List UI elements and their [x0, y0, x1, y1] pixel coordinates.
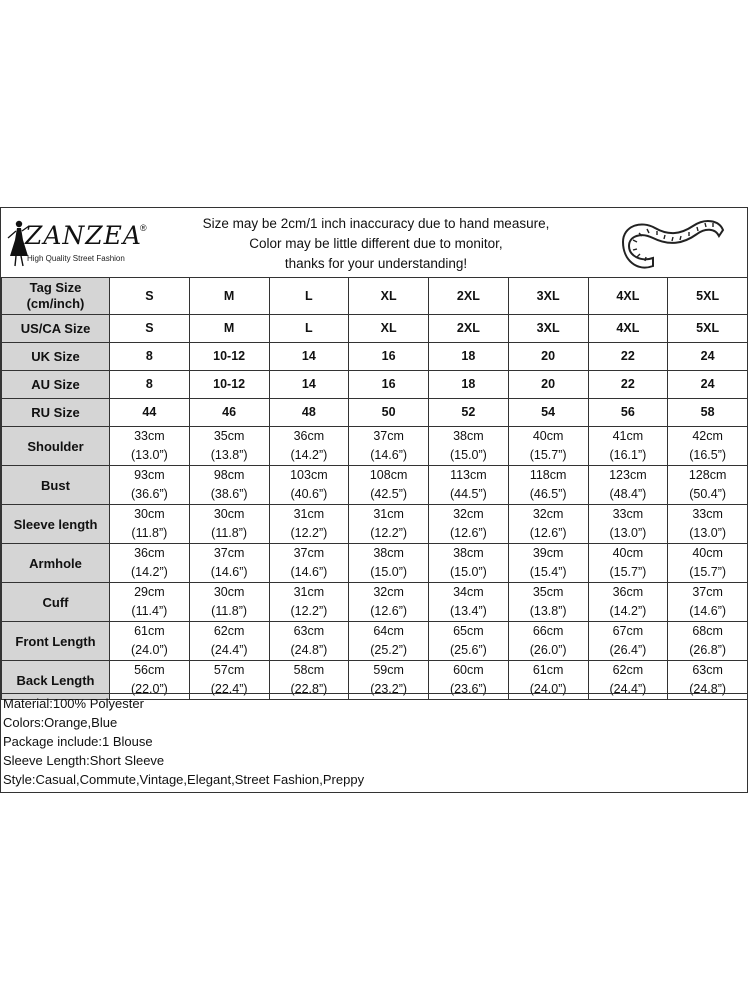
inch-value: (26.0”)	[529, 643, 567, 657]
cm-value: 30cm	[213, 507, 245, 521]
size-cell: 56	[588, 399, 668, 427]
inch-value: (22.8”)	[290, 682, 328, 696]
cm-value: 34cm	[453, 585, 484, 599]
size-cell: 58	[668, 399, 748, 427]
measure-cell	[508, 427, 588, 466]
size-cell: 4XL	[588, 315, 668, 343]
size-cell: 24	[668, 343, 748, 371]
size-cell: 14	[269, 343, 349, 371]
size-cell: S	[110, 278, 190, 315]
row-label: RU Size	[2, 399, 110, 427]
size-cell: 20	[508, 343, 588, 371]
spec-material: Material:100% Polyester	[3, 696, 144, 711]
size-cell: 5XL	[668, 315, 748, 343]
measure-cell	[668, 622, 748, 661]
inch-value: (26.4”)	[609, 643, 647, 657]
row-label-line: Tag Size	[29, 280, 82, 295]
cm-value: 37cm	[692, 585, 723, 599]
cm-value: 128cm	[688, 468, 727, 482]
size-cell: 14	[269, 371, 349, 399]
row-label: Sleeve length	[2, 505, 110, 544]
measure-cell	[349, 583, 429, 622]
measure-cell	[189, 622, 269, 661]
inch-value: (15.7”)	[529, 448, 567, 462]
cm-value: 57cm	[213, 663, 245, 677]
inch-value: (24.8”)	[689, 682, 727, 696]
cm-value: 62cm	[213, 624, 245, 638]
inch-value: (15.7”)	[689, 565, 727, 579]
cm-value: 38cm	[453, 546, 484, 560]
cm-value: 32cm	[532, 507, 564, 521]
measure-cell	[349, 544, 429, 583]
brand-logo	[3, 214, 153, 274]
measure-cell	[668, 583, 748, 622]
size-cell: 10-12	[189, 343, 269, 371]
measure-cell	[189, 544, 269, 583]
inch-value: (36.6”)	[130, 487, 168, 501]
inch-value: (44.5”)	[449, 487, 487, 501]
measure-cell	[508, 466, 588, 505]
spec-colors: Colors:Orange,Blue	[3, 715, 118, 730]
table-row-bust	[2, 466, 748, 505]
size-cell: 44	[110, 399, 190, 427]
table-row-au-size	[2, 371, 748, 399]
table-row-cuff	[2, 583, 748, 622]
inch-value: (40.6”)	[290, 487, 328, 501]
cm-value: 37cm	[293, 546, 325, 560]
inch-value: (38.6”)	[210, 487, 248, 501]
cm-value: 32cm	[453, 507, 484, 521]
inch-value: (15.4”)	[529, 565, 567, 579]
inch-value: (50.4”)	[689, 487, 727, 501]
cm-value: 31cm	[293, 507, 325, 521]
inch-value: (48.4”)	[609, 487, 647, 501]
measure-cell	[588, 622, 668, 661]
cm-value: 33cm	[134, 429, 165, 443]
cm-value: 68cm	[692, 624, 723, 638]
size-cell: 52	[429, 399, 509, 427]
measure-cell	[110, 544, 190, 583]
cm-value: 60cm	[453, 663, 484, 677]
brand-tagline: High Quality Street Fashion	[27, 254, 125, 263]
measure-cell	[429, 505, 509, 544]
size-cell: XL	[349, 315, 429, 343]
inch-value: (14.2”)	[290, 448, 328, 462]
measure-cell	[189, 466, 269, 505]
size-cell: L	[269, 278, 349, 315]
inch-value: (11.8”)	[131, 526, 168, 540]
measure-cell	[110, 466, 190, 505]
cm-value: 61cm	[134, 624, 165, 638]
cm-value: 123cm	[609, 468, 647, 482]
measuring-tape-icon	[619, 212, 727, 274]
inch-value: (13.4”)	[449, 604, 487, 618]
size-cell: M	[189, 278, 269, 315]
cm-value: 39cm	[532, 546, 564, 560]
inch-value: (12.6”)	[370, 604, 408, 618]
cm-value: 40cm	[692, 546, 723, 560]
measure-cell	[269, 583, 349, 622]
cm-value: 30cm	[134, 507, 165, 521]
inch-value: (15.7”)	[609, 565, 647, 579]
measure-cell	[588, 583, 668, 622]
measure-cell	[269, 427, 349, 466]
cm-value: 67cm	[612, 624, 644, 638]
notice-line: thanks for your understanding!	[284, 256, 468, 271]
size-cell: 18	[429, 343, 509, 371]
measure-cell	[189, 427, 269, 466]
inch-value: (13.8”)	[210, 448, 248, 462]
measure-cell	[110, 427, 190, 466]
inch-value: (42.5”)	[370, 487, 408, 501]
cm-value: 38cm	[373, 546, 404, 560]
size-cell: XL	[349, 278, 429, 315]
size-cell: 50	[349, 399, 429, 427]
size-chart-card	[0, 207, 748, 793]
cm-value: 98cm	[213, 468, 245, 482]
spec-style: Style:Casual,Commute,Vintage,Elegant,Street Fashion,Preppy	[3, 772, 365, 787]
size-cell: L	[269, 315, 349, 343]
row-label: US/CA Size	[2, 315, 110, 343]
inch-value: (12.2”)	[290, 604, 328, 618]
table-row-sleeve-length	[2, 505, 748, 544]
inch-value: (16.5”)	[689, 448, 727, 462]
cm-value: 59cm	[373, 663, 404, 677]
cm-value: 56cm	[134, 663, 165, 677]
inch-value: (24.0”)	[130, 643, 168, 657]
measure-cell	[588, 544, 668, 583]
row-label: Front Length	[2, 622, 110, 661]
row-label: Shoulder	[2, 427, 110, 466]
inch-value: (14.2”)	[609, 604, 647, 618]
inch-value: (15.0”)	[370, 565, 408, 579]
cm-value: 32cm	[373, 585, 404, 599]
cm-value: 93cm	[134, 468, 165, 482]
row-label: AU Size	[2, 371, 110, 399]
inch-value: (16.1”)	[609, 448, 647, 462]
inch-value: (22.4”)	[210, 682, 248, 696]
inch-value: (13.0”)	[609, 526, 647, 540]
size-table	[1, 277, 748, 700]
inch-value: (46.5”)	[529, 487, 567, 501]
row-label: UK Size	[2, 343, 110, 371]
cm-value: 61cm	[532, 663, 564, 677]
row-label: Back Length	[2, 661, 110, 700]
size-cell: 54	[508, 399, 588, 427]
measure-cell	[110, 583, 190, 622]
cm-value: 113cm	[450, 468, 487, 482]
spec-sleeve-length: Sleeve Length:Short Sleeve	[3, 753, 165, 768]
row-label: Armhole	[2, 544, 110, 583]
size-cell: 20	[508, 371, 588, 399]
notice-line: Size may be 2cm/1 inch inaccuracy due to hand measure,	[202, 216, 550, 231]
measure-cell	[110, 622, 190, 661]
inch-value: (23.6”)	[449, 682, 487, 696]
cm-value: 30cm	[213, 585, 245, 599]
size-cell: 48	[269, 399, 349, 427]
measure-cell	[508, 622, 588, 661]
measure-cell	[349, 505, 429, 544]
inch-value: (15.0”)	[449, 448, 487, 462]
row-label	[2, 278, 110, 315]
inch-value: (24.8”)	[290, 643, 328, 657]
size-cell: 22	[588, 343, 668, 371]
inch-value: (14.6”)	[210, 565, 248, 579]
cm-value: 31cm	[373, 507, 404, 521]
size-cell: 8	[110, 371, 190, 399]
size-cell: 4XL	[588, 278, 668, 315]
inch-value: (26.8”)	[689, 643, 727, 657]
inch-value: (13.0”)	[689, 526, 727, 540]
cm-value: 35cm	[532, 585, 564, 599]
cm-value: 103cm	[290, 468, 328, 482]
brand-name: ZANZEA	[25, 221, 142, 250]
size-cell: 18	[429, 371, 509, 399]
inch-value: (22.0”)	[130, 682, 168, 696]
size-cell: 3XL	[508, 278, 588, 315]
cm-value: 36cm	[134, 546, 165, 560]
cm-value: 108cm	[369, 468, 408, 482]
registered-mark: ®	[140, 223, 147, 233]
cm-value: 37cm	[213, 546, 245, 560]
table-row-armhole	[2, 544, 748, 583]
measure-cell	[508, 505, 588, 544]
table-row-us-ca-size	[2, 315, 748, 343]
table-row-tag-size	[2, 278, 748, 315]
measure-cell	[508, 583, 588, 622]
inch-value: (24.4”)	[210, 643, 248, 657]
inch-value: (23.2”)	[370, 682, 408, 696]
row-label: Bust	[2, 466, 110, 505]
size-cell: 16	[349, 371, 429, 399]
table-row-shoulder	[2, 427, 748, 466]
spec-package: Package include:1 Blouse	[3, 734, 153, 749]
measure-cell	[349, 622, 429, 661]
size-cell: 8	[110, 343, 190, 371]
measure-cell	[269, 505, 349, 544]
size-cell: 5XL	[668, 278, 748, 315]
cm-value: 118cm	[529, 468, 567, 482]
cm-value: 41cm	[612, 429, 644, 443]
inch-value: (14.6”)	[370, 448, 408, 462]
cm-value: 64cm	[373, 624, 404, 638]
measure-cell	[429, 427, 509, 466]
measure-cell	[668, 466, 748, 505]
cm-value: 42cm	[692, 429, 723, 443]
notice-line: Color may be little different due to monitor,	[249, 236, 503, 251]
cm-value: 66cm	[532, 624, 564, 638]
measure-cell	[588, 505, 668, 544]
measure-cell	[668, 427, 748, 466]
cm-value: 29cm	[134, 585, 165, 599]
cm-value: 38cm	[453, 429, 484, 443]
inch-value: (13.0”)	[130, 448, 168, 462]
inch-value: (11.4”)	[131, 604, 168, 618]
measure-cell	[269, 622, 349, 661]
cm-value: 37cm	[373, 429, 404, 443]
row-label-line: (cm/inch)	[26, 296, 85, 311]
row-label: Cuff	[2, 583, 110, 622]
cm-value: 65cm	[453, 624, 484, 638]
measure-cell	[189, 583, 269, 622]
inch-value: (12.2”)	[290, 526, 328, 540]
measure-cell	[429, 544, 509, 583]
inch-value: (13.8”)	[529, 604, 567, 618]
cm-value: 36cm	[612, 585, 644, 599]
measure-cell	[349, 427, 429, 466]
inch-value: (15.0”)	[449, 565, 487, 579]
measure-cell	[269, 466, 349, 505]
table-row-front-length	[2, 622, 748, 661]
table-row-uk-size	[2, 343, 748, 371]
cm-value: 63cm	[692, 663, 723, 677]
measure-cell	[508, 544, 588, 583]
size-cell: 3XL	[508, 315, 588, 343]
cm-value: 40cm	[532, 429, 564, 443]
inch-value: (14.6”)	[290, 565, 328, 579]
inch-value: (24.4”)	[609, 682, 647, 696]
cm-value: 40cm	[612, 546, 644, 560]
measure-cell	[110, 505, 190, 544]
size-cell: S	[110, 315, 190, 343]
size-cell: 2XL	[429, 315, 509, 343]
measure-cell	[429, 622, 509, 661]
measure-cell	[588, 427, 668, 466]
inch-value: (25.2”)	[370, 643, 408, 657]
measure-cell	[269, 544, 349, 583]
inch-value: (11.8”)	[211, 526, 248, 540]
cm-value: 33cm	[612, 507, 644, 521]
chart-header	[1, 208, 747, 278]
inch-value: (12.2”)	[370, 526, 408, 540]
cm-value: 35cm	[213, 429, 245, 443]
size-cell: 22	[588, 371, 668, 399]
product-specs	[1, 693, 748, 789]
measure-cell	[349, 466, 429, 505]
measure-cell	[588, 466, 668, 505]
measure-cell	[429, 466, 509, 505]
cm-value: 33cm	[692, 507, 723, 521]
size-cell: 2XL	[429, 278, 509, 315]
cm-value: 58cm	[293, 663, 325, 677]
size-cell: 24	[668, 371, 748, 399]
cm-value: 36cm	[293, 429, 325, 443]
inch-value: (11.8”)	[211, 604, 248, 618]
size-cell: 46	[189, 399, 269, 427]
inch-value: (24.0”)	[529, 682, 567, 696]
inch-value: (14.6”)	[689, 604, 727, 618]
cm-value: 31cm	[293, 585, 325, 599]
measurement-notice	[181, 214, 571, 274]
size-cell: 10-12	[189, 371, 269, 399]
size-cell: M	[189, 315, 269, 343]
inch-value: (12.6”)	[529, 526, 567, 540]
inch-value: (25.6”)	[449, 643, 487, 657]
inch-value: (12.6”)	[449, 526, 487, 540]
cm-value: 62cm	[612, 663, 644, 677]
measure-cell	[429, 583, 509, 622]
size-cell: 16	[349, 343, 429, 371]
measure-cell	[668, 544, 748, 583]
inch-value: (14.2”)	[130, 565, 168, 579]
measure-cell	[189, 505, 269, 544]
measure-cell	[668, 505, 748, 544]
table-row-ru-size	[2, 399, 748, 427]
cm-value: 63cm	[293, 624, 325, 638]
